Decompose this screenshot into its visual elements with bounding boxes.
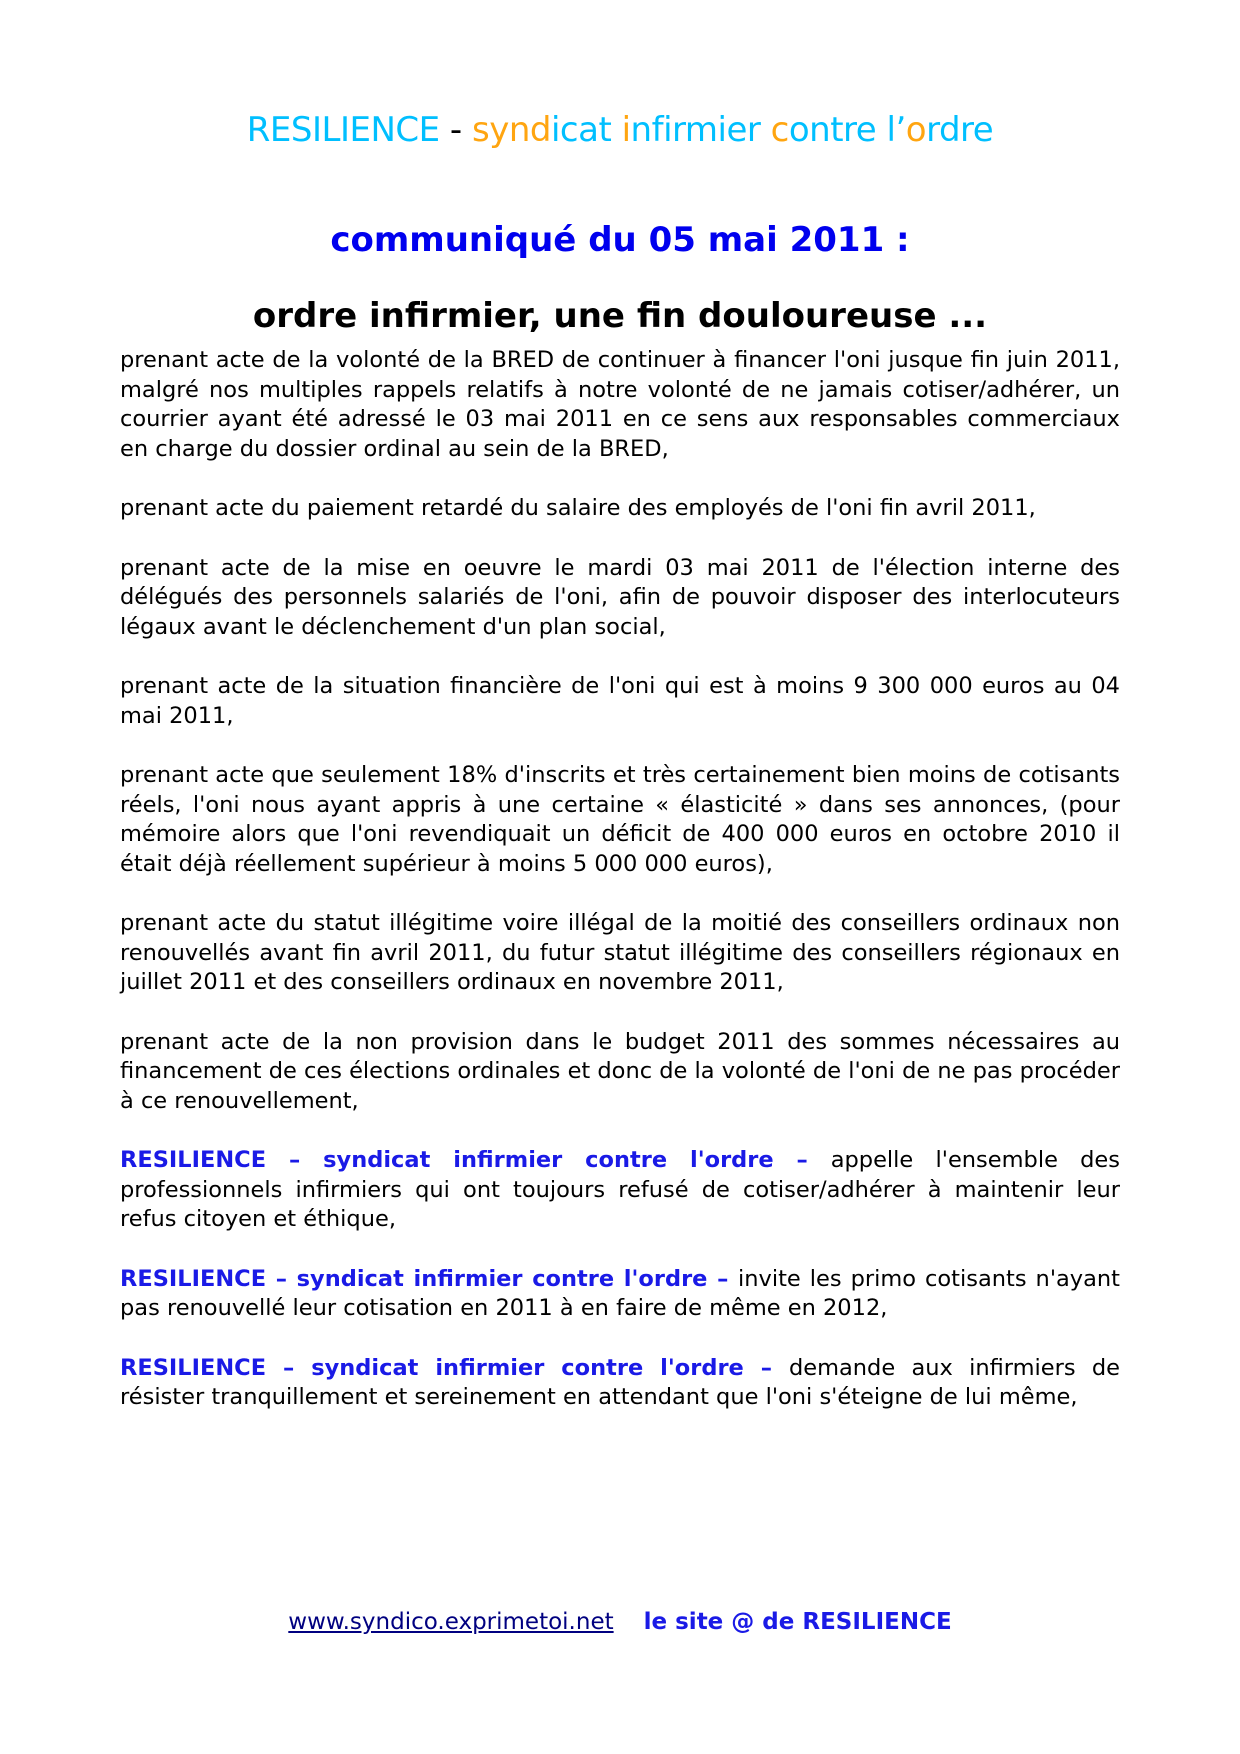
- paragraph-text: demande aux infirmiers de résister tranquillement et sereinement en attendant que l'oni s'éteigne de lui même,: [120, 1354, 1120, 1410]
- paragraph: [120, 1265, 1120, 1324]
- paragraph-text: prenant acte du paiement retardé du salaire des employés de l'oni fin avril 2011,: [120, 495, 1036, 521]
- paragraph-text: prenant acte du statut illégitime voire illégal de la moitié des conseillers ordinaux non renouvellés avant fin avril 2011, du futur statut illégitime des conseillers régionaux en juillet 2011 et des conseillers ordinaux en novembre 2011,: [120, 910, 1120, 995]
- paragraph: [120, 346, 1120, 464]
- paragraph-text: prenant acte de la mise en oeuvre le mardi 03 mai 2011 de l'élection interne des délégués des personnels salariés de l'oni, afin de pouvoir disposer des interlocuteurs légaux avant le déclenchement d'un plan social,: [120, 554, 1120, 640]
- communique-headline: ordre infirmier, une fin douloureuse ...: [252, 296, 988, 336]
- title-segment: synd: [472, 110, 551, 150]
- paragraph: [120, 672, 1120, 731]
- communique-date-heading: communiqué du 05 mai 2011 :: [330, 220, 910, 260]
- title-segment: -: [449, 110, 472, 150]
- paragraph: [120, 1028, 1120, 1117]
- title-segment: icat: [550, 110, 622, 150]
- paragraph: [120, 761, 1120, 879]
- paragraph-text: prenant acte de la non provision dans le budget 2011 des sommes nécessaires au financement de ces élections ordinales et donc de la volonté de l'oni de ne pas procéder à ce renouvellement,: [120, 1028, 1120, 1114]
- document-title: [0, 110, 1240, 150]
- brand-prefix: RESILIENCE – syndicat infirmier contre l'ordre –: [120, 1354, 789, 1381]
- paragraph: [120, 494, 1120, 524]
- paragraph: [120, 554, 1120, 643]
- paragraph-text: invite les primo cotisants n'ayant pas renouvellé leur cotisation en 2011 à en faire de même en 2012,: [120, 1265, 1120, 1321]
- title-segment: nfirmier: [630, 110, 771, 150]
- title-segment: c: [770, 110, 789, 150]
- title-segment: ontre l’: [788, 110, 906, 150]
- paragraph-text: appelle l'ensemble des professionnels infirmiers qui ont toujours refusé de cotiser/adhérer à maintenir leur refus citoyen et éthique,: [120, 1147, 1120, 1232]
- paragraph: [120, 1354, 1120, 1413]
- title-segment: rdre: [926, 110, 994, 150]
- footer: [0, 1609, 1240, 1635]
- paragraph: [120, 1146, 1120, 1235]
- communique-body: [120, 346, 1120, 1443]
- website-link[interactable]: www.syndico.exprimetoi.net: [288, 1609, 614, 1635]
- paragraph: [120, 909, 1120, 998]
- paragraph-text: prenant acte que seulement 18% d'inscrits et très certainement bien moins de cotisants réels, l'oni nous ayant appris à une certaine « élasticité » dans ses annonces, (pour mémoire alors que l'oni revendiquait un déficit de 400 000 euros en octobre 2010 il était déjà réellement supérieur à moins 5 000 000 euros),: [120, 762, 1120, 877]
- footer-tagline: le site @ de RESILIENCE: [643, 1609, 952, 1635]
- paragraph-text: prenant acte de la situation financière de l'oni qui est à moins 9 300 000 euros au 04 mai 2011,: [120, 673, 1120, 729]
- title-segment: i: [621, 110, 631, 150]
- title-segment: o: [905, 110, 927, 150]
- brand-prefix: RESILIENCE – syndicat infirmier contre l'ordre –: [120, 1147, 831, 1173]
- title-segment: RESILIENCE: [246, 110, 450, 150]
- paragraph-text: prenant acte de la volonté de la BRED de continuer à financer l'oni jusque fin juin 2011, malgré nos multiples rappels relatifs à notre volonté de ne jamais cotiser/adhérer, un courrier ayant été adressé le 03 mai 2011 en ce sens aux responsables commerciaux en charge du dossier ordinal au sein de la BRED,: [120, 347, 1120, 462]
- brand-prefix: RESILIENCE – syndicat infirmier contre l'ordre –: [120, 1265, 739, 1292]
